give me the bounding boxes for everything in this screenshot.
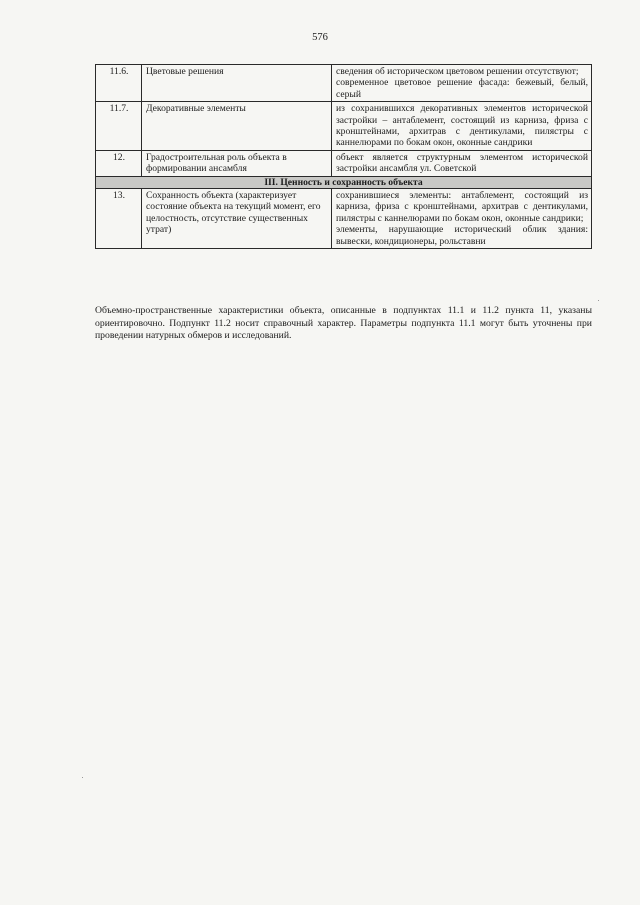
row-number: 12. — [96, 150, 142, 176]
description-line: из сохранившихся декоративных элементов исторической застройки – антаблемент, состоящий из карниза, фриза с кронштейнами, архитрав с дентикулами, пилястры с каннелюрами по бокам окон, оконные сандрики — [336, 103, 588, 149]
table-row — [96, 102, 592, 151]
description-line: современное цветовое решение фасада: бежевый, белый, серый — [336, 77, 588, 100]
section-header-row — [96, 176, 592, 188]
row-name: Декоративные элементы — [142, 102, 332, 151]
description-line: сведения об историческом цветовом решении отсутствуют; — [336, 66, 579, 77]
table-row — [96, 150, 592, 176]
scan-speck — [82, 777, 83, 778]
object-characteristics-table — [95, 64, 592, 249]
row-name: Сохранность объекта (характеризует состояние объекта на текущий момент, его целостность, отсутствие существенных утрат) — [142, 189, 332, 249]
scan-speck — [598, 300, 599, 301]
row-name: Цветовые решения — [142, 65, 332, 102]
table-row — [96, 189, 592, 249]
description-line: элементы, нарушающие исторический облик здания: вывески, кондиционеры, рольставни — [336, 224, 588, 247]
row-number: 13. — [96, 189, 142, 249]
row-description — [332, 150, 592, 176]
description-line: сохранившиеся элементы: антаблемент, состоящий из карниза, фриза с кронштейнами, архитрав с дентикулами, пилястры с каннелюрами по бокам окон, оконные сандрики; — [336, 190, 588, 224]
row-description — [332, 189, 592, 249]
section-title: III. Ценность и сохранность объекта — [96, 176, 592, 188]
row-description — [332, 65, 592, 102]
row-name: Градостроительная роль объекта в формировании ансамбля — [142, 150, 332, 176]
page-number: 576 — [312, 32, 328, 43]
table-row — [96, 65, 592, 102]
description-line: объект является структурным элементом исторической застройки ансамбля ул. Советской — [336, 151, 588, 175]
row-description — [332, 102, 592, 151]
row-number: 11.6. — [96, 65, 142, 102]
footnote-paragraph: Объемно-пространственные характеристики объекта, описанные в подпунктах 11.1 и 11.2 пункта 11, указаны ориентировочно. Подпункт 11.2 носит справочный характер. Параметры подпункта 11.1 могут быть уточнены при проведении натурных обмеров и исследований. — [95, 305, 592, 342]
row-number: 11.7. — [96, 102, 142, 151]
